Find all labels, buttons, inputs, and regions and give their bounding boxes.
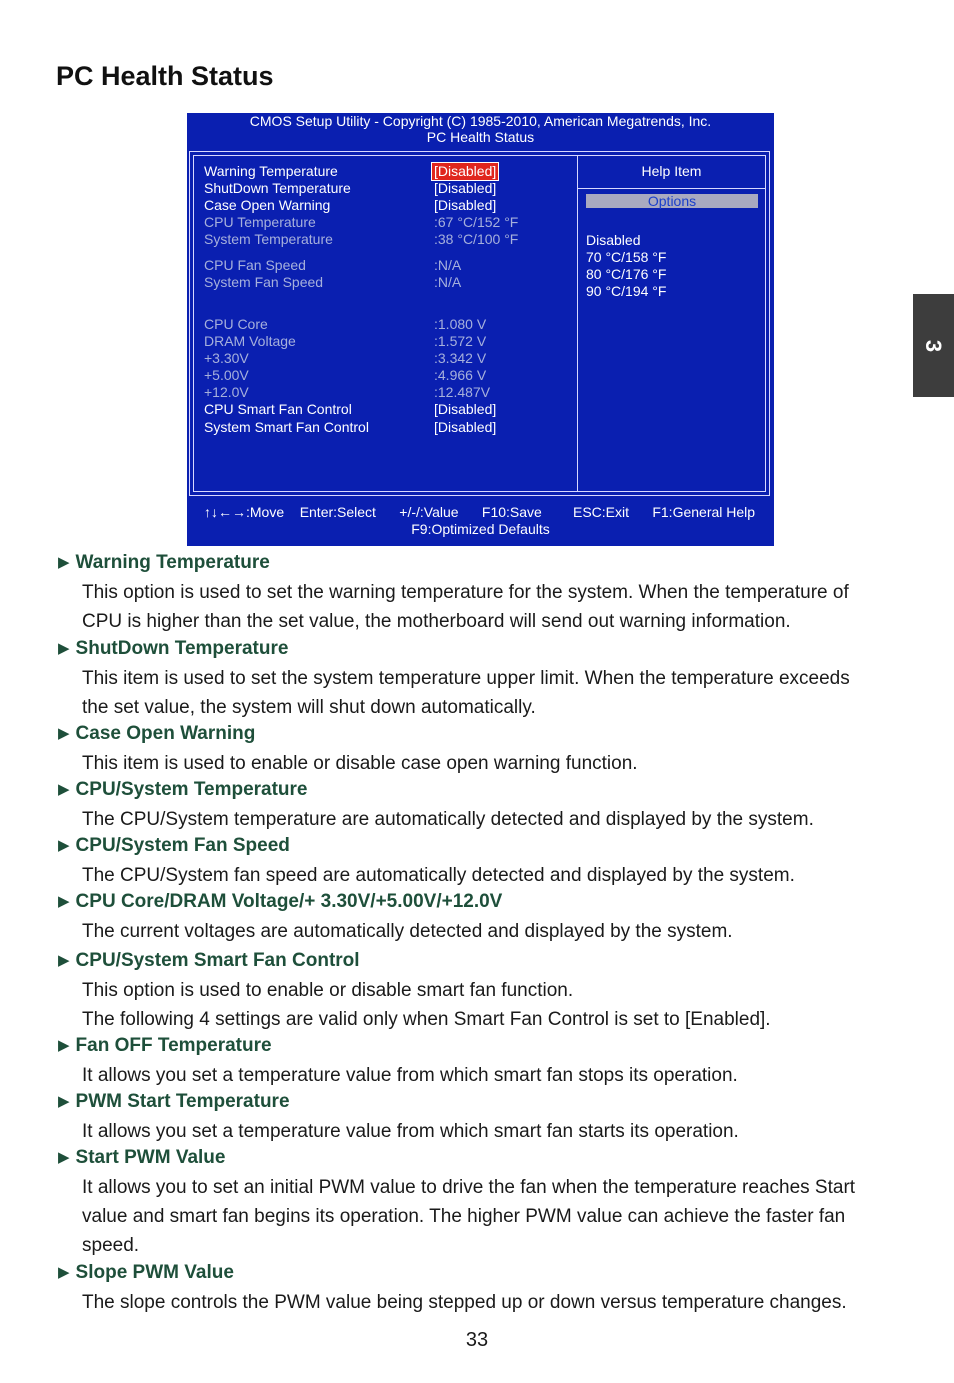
bios-setting-label: +5.00V (204, 367, 249, 383)
description-line: This item is used to enable or disable case open warning function. (82, 753, 638, 774)
bios-setting-value[interactable]: [Disabled] (434, 180, 497, 196)
description-line: The slope controls the PWM value being stepped up or down versus temperature changes. (82, 1292, 847, 1313)
section-heading (58, 835, 290, 857)
description-line: This item is used to set the system temperature upper limit. When the temperature exceeds (82, 668, 850, 689)
key-select: Enter:Select (299, 504, 376, 520)
key-exit: ESC:Exit (572, 504, 629, 520)
bios-setting-value: :3.342 V (434, 350, 487, 366)
section-heading-text: ShutDown Temperature (75, 638, 289, 659)
section-heading (58, 779, 308, 801)
key-help: F1:General Help (652, 504, 756, 520)
bios-setting-value: :1.572 V (434, 333, 487, 349)
description-line: It allows you to set an initial PWM value to drive the fan when the temperature reaches Start (82, 1177, 856, 1198)
description-line: The following 4 settings are valid only when Smart Fan Control is set to [Enabled]. (82, 1009, 771, 1030)
help-option: 80 °C/176 °F (586, 266, 667, 282)
section-description (82, 1061, 882, 1090)
section-description (82, 664, 882, 722)
triangle-bullet-icon: ▶ (58, 1037, 70, 1054)
description-line: The CPU/System fan speed are automatically detected and displayed by the system. (82, 865, 795, 886)
section-description (82, 861, 882, 890)
bios-screen (187, 113, 774, 546)
bios-setting-value[interactable]: [Disabled] (434, 401, 497, 417)
description-line: This option is used to enable or disable smart fan function. (82, 980, 574, 1001)
bios-setting-label: DRAM Voltage (204, 333, 296, 349)
bios-setting-value[interactable]: [Disabled] (434, 197, 497, 213)
section-heading (58, 1147, 225, 1169)
chapter-number: 3 (921, 339, 947, 352)
bios-setting-label: ShutDown Temperature (204, 180, 351, 196)
description-line: The current voltages are automatically detected and displayed by the system. (82, 921, 733, 942)
triangle-bullet-icon: ▶ (58, 952, 70, 969)
triangle-bullet-icon: ▶ (58, 640, 70, 657)
triangle-bullet-icon: ▶ (58, 725, 70, 742)
triangle-bullet-icon: ▶ (58, 1149, 70, 1166)
section-heading-text: Slope PWM Value (75, 1262, 234, 1283)
bios-setting-value: :4.966 V (434, 367, 487, 383)
bios-setting-value: :N/A (434, 274, 462, 290)
bios-keys (204, 504, 755, 521)
triangle-bullet-icon: ▶ (58, 893, 70, 910)
description-line: CPU is higher than the set value, the motherboard will send out warning information. (82, 611, 791, 632)
triangle-bullet-icon: ▶ (58, 837, 70, 854)
section-heading-text: Fan OFF Temperature (75, 1035, 272, 1056)
bios-panel (193, 155, 766, 492)
key-save: F10:Save (481, 504, 542, 520)
section-heading (58, 1091, 290, 1113)
help-divider-horizontal (578, 188, 765, 189)
bios-setting-label: CPU Core (204, 316, 268, 332)
bios-setting-label: Warning Temperature (204, 163, 338, 179)
section-description (82, 1117, 882, 1146)
bios-setting-value[interactable]: [Disabled] (434, 163, 497, 179)
section-heading (58, 552, 270, 574)
bios-setting-label: CPU Fan Speed (204, 257, 306, 273)
section-heading (58, 950, 360, 972)
page-title: PC Health Status (56, 61, 274, 91)
section-description (82, 749, 882, 778)
key-move: ↑↓←→:Move (204, 504, 285, 520)
description-line: This option is used to set the warning temperature for the system. When the temperature of (82, 582, 849, 603)
description-line: It allows you set a temperature value from which smart fan starts its operation. (82, 1121, 739, 1142)
help-option: 70 °C/158 °F (586, 249, 667, 265)
triangle-bullet-icon: ▶ (58, 1093, 70, 1110)
bios-setting-label: System Smart Fan Control (204, 419, 369, 435)
section-heading (58, 723, 255, 745)
bios-setting-label: Case Open Warning (204, 197, 331, 213)
section-description (82, 578, 882, 636)
section-heading-text: PWM Start Temperature (75, 1091, 290, 1112)
description-line: The CPU/System temperature are automatically detected and displayed by the system. (82, 809, 814, 830)
section-heading (58, 1035, 272, 1057)
section-heading (58, 638, 288, 660)
bios-setting-label: CPU Smart Fan Control (204, 401, 352, 417)
bios-setting-value: :67 °C/152 °F (434, 214, 519, 230)
bios-setting-value: :N/A (434, 257, 462, 273)
triangle-bullet-icon: ▶ (58, 781, 70, 798)
section-heading-text: CPU/System Fan Speed (75, 835, 290, 856)
bios-setting-label: CPU Temperature (204, 214, 316, 230)
section-heading-text: Start PWM Value (75, 1147, 226, 1168)
triangle-bullet-icon: ▶ (58, 554, 70, 571)
section-description (82, 976, 882, 1034)
help-options-bar: Options (586, 194, 758, 208)
bios-screen-title: PC Health Status (426, 129, 535, 145)
bios-setting-label: +3.30V (204, 350, 249, 366)
bios-setting-label: System Temperature (204, 231, 333, 247)
bios-setting-label: System Fan Speed (204, 274, 324, 290)
section-heading-text: CPU/System Temperature (75, 779, 308, 800)
section-description (82, 1288, 882, 1317)
section-description (82, 1173, 882, 1260)
bios-setting-value: :38 °C/100 °F (434, 231, 519, 247)
bios-setting-value: :1.080 V (434, 316, 487, 332)
section-heading (58, 1262, 234, 1284)
help-divider (577, 156, 578, 491)
section-heading (58, 891, 502, 913)
triangle-bullet-icon: ▶ (58, 1264, 70, 1281)
bios-setting-value: :12.487V (434, 384, 491, 400)
description-line: the set value, the system will shut down automatically. (82, 697, 536, 718)
bios-frame (189, 151, 770, 496)
bios-setting-label: +12.0V (204, 384, 249, 400)
help-options-list (586, 232, 666, 300)
bios-setting-value[interactable]: [Disabled] (434, 419, 497, 435)
description-line: speed. (82, 1235, 140, 1256)
description-line: value and smart fan begins its operation. The higher PWM value can achieve the faster fan (82, 1206, 846, 1227)
help-option: 90 °C/194 °F (586, 283, 667, 299)
section-heading-text: CPU Core/DRAM Voltage/+ 3.30V/+5.00V/+12.0V (75, 891, 503, 912)
page-number: 33 (465, 1329, 489, 1351)
help-item-title: Help Item (641, 163, 702, 179)
description-line: It allows you set a temperature value from which smart fan stops its operation. (82, 1065, 738, 1086)
help-option: Disabled (586, 232, 641, 248)
chapter-tab (913, 294, 954, 397)
key-defaults: F9:Optimized Defaults (411, 521, 550, 537)
section-heading-text: CPU/System Smart Fan Control (75, 950, 360, 971)
section-description (82, 917, 882, 946)
section-description (82, 805, 882, 834)
section-heading-text: Case Open Warning (75, 723, 256, 744)
bios-copyright: CMOS Setup Utility - Copyright (C) 1985-2010, American Megatrends, Inc. (249, 113, 712, 129)
section-heading-text: Warning Temperature (75, 552, 270, 573)
key-value: +/-/:Value (399, 504, 459, 520)
